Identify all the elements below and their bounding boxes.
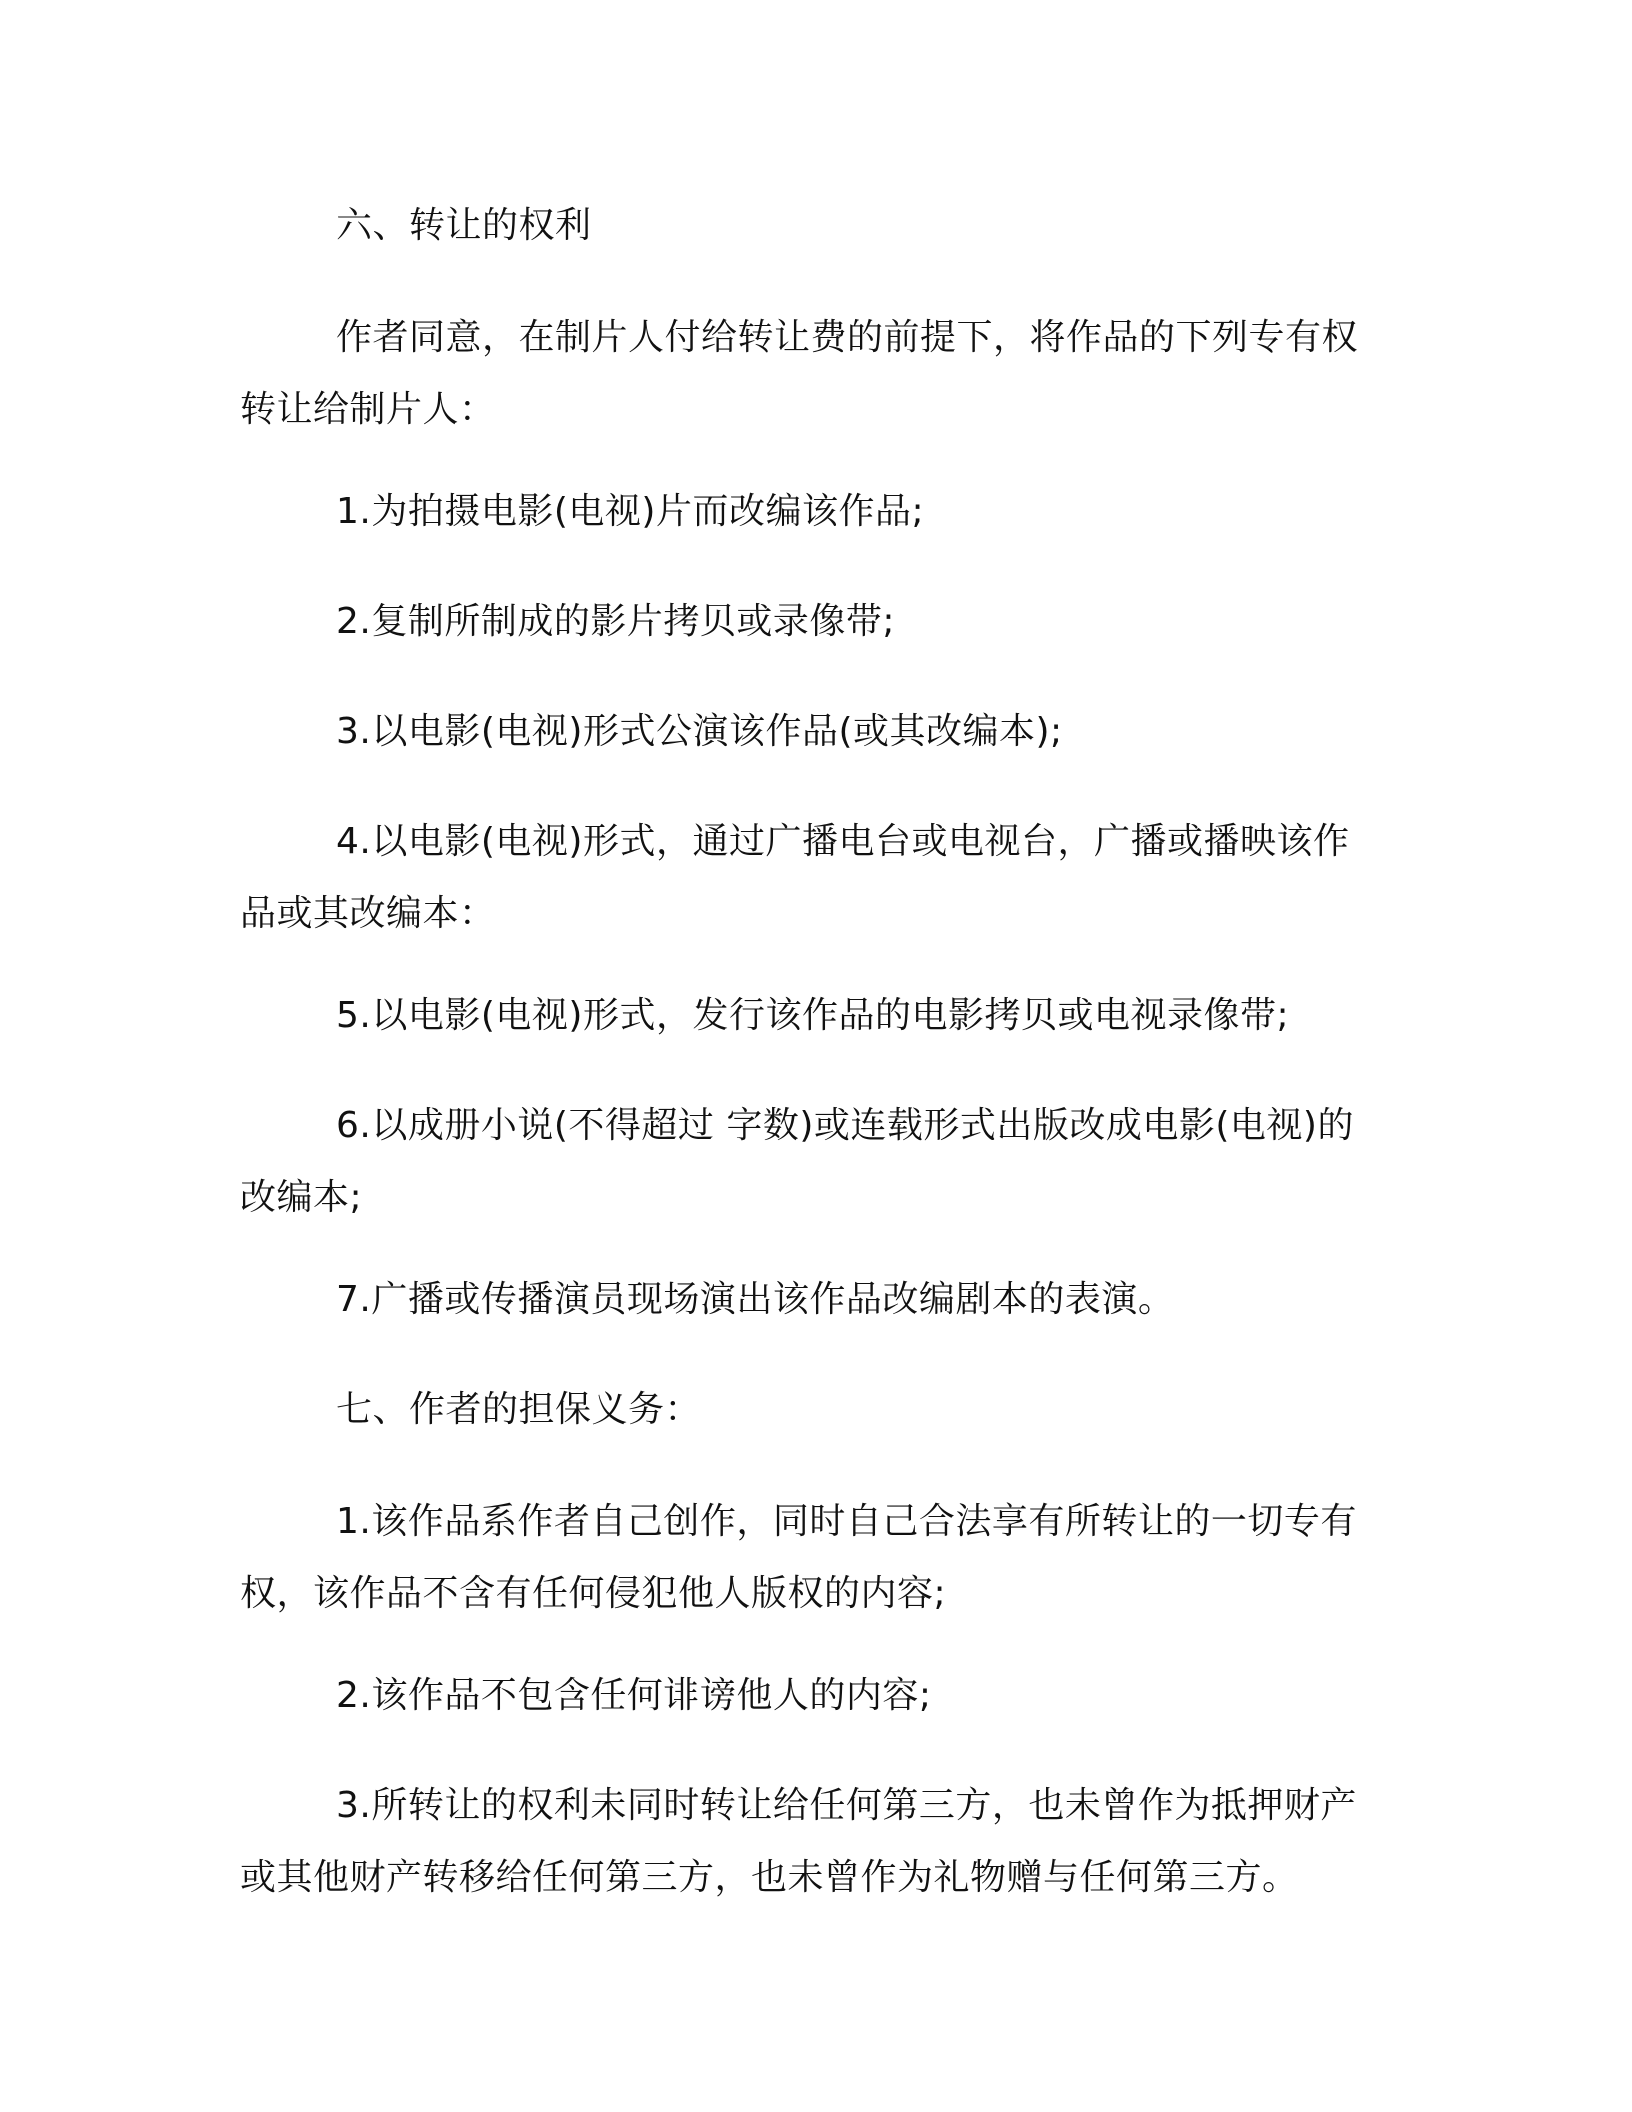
list-item-rights-1: 1.为拍摄电影(电视)片而改编该作品; bbox=[336, 491, 925, 532]
list-item-rights-4: 4.以电影(电视)形式，通过广播电台或电视台，广播或播映该作品或其改编本： bbox=[240, 821, 1350, 934]
paragraph-author-consent: 作者同意，在制片人付给转让费的前提下，将作品的下列专有权转让给制片人： bbox=[240, 317, 1359, 430]
list-item-rights-7: 7.广播或传播演员现场演出该作品改编剧本的表演。 bbox=[336, 1279, 1175, 1320]
list-item-warranty-3: 3.所转让的权利未同时转让给任何第三方，也未曾作为抵押财产或其他财产转移给任何第三方，也未曾作为礼物赠与任何第三方。 bbox=[240, 1785, 1357, 1898]
list-item-rights-2: 2.复制所制成的影片拷贝或录像带; bbox=[336, 601, 895, 642]
list-item-warranty-1: 1.该作品系作者自己创作，同时自己合法享有所转让的一切专有权，该作品不含有任何侵犯他人版权的内容; bbox=[240, 1501, 1357, 1614]
section-heading-author-warranty: 七、作者的担保义务： bbox=[336, 1389, 702, 1430]
list-item-rights-3: 3.以电影(电视)形式公演该作品(或其改编本); bbox=[336, 711, 1063, 752]
list-item-warranty-2: 2.该作品不包含任何诽谤他人的内容; bbox=[336, 1675, 932, 1716]
list-item-rights-6: 6.以成册小说(不得超过 字数)或连载形式出版改成电影(电视)的改编本; bbox=[240, 1105, 1354, 1218]
section-heading-transfer-rights: 六、转让的权利 bbox=[336, 205, 592, 246]
list-item-rights-5: 5.以电影(电视)形式，发行该作品的电影拷贝或电视录像带; bbox=[336, 995, 1290, 1036]
document-body bbox=[240, 190, 1380, 1914]
